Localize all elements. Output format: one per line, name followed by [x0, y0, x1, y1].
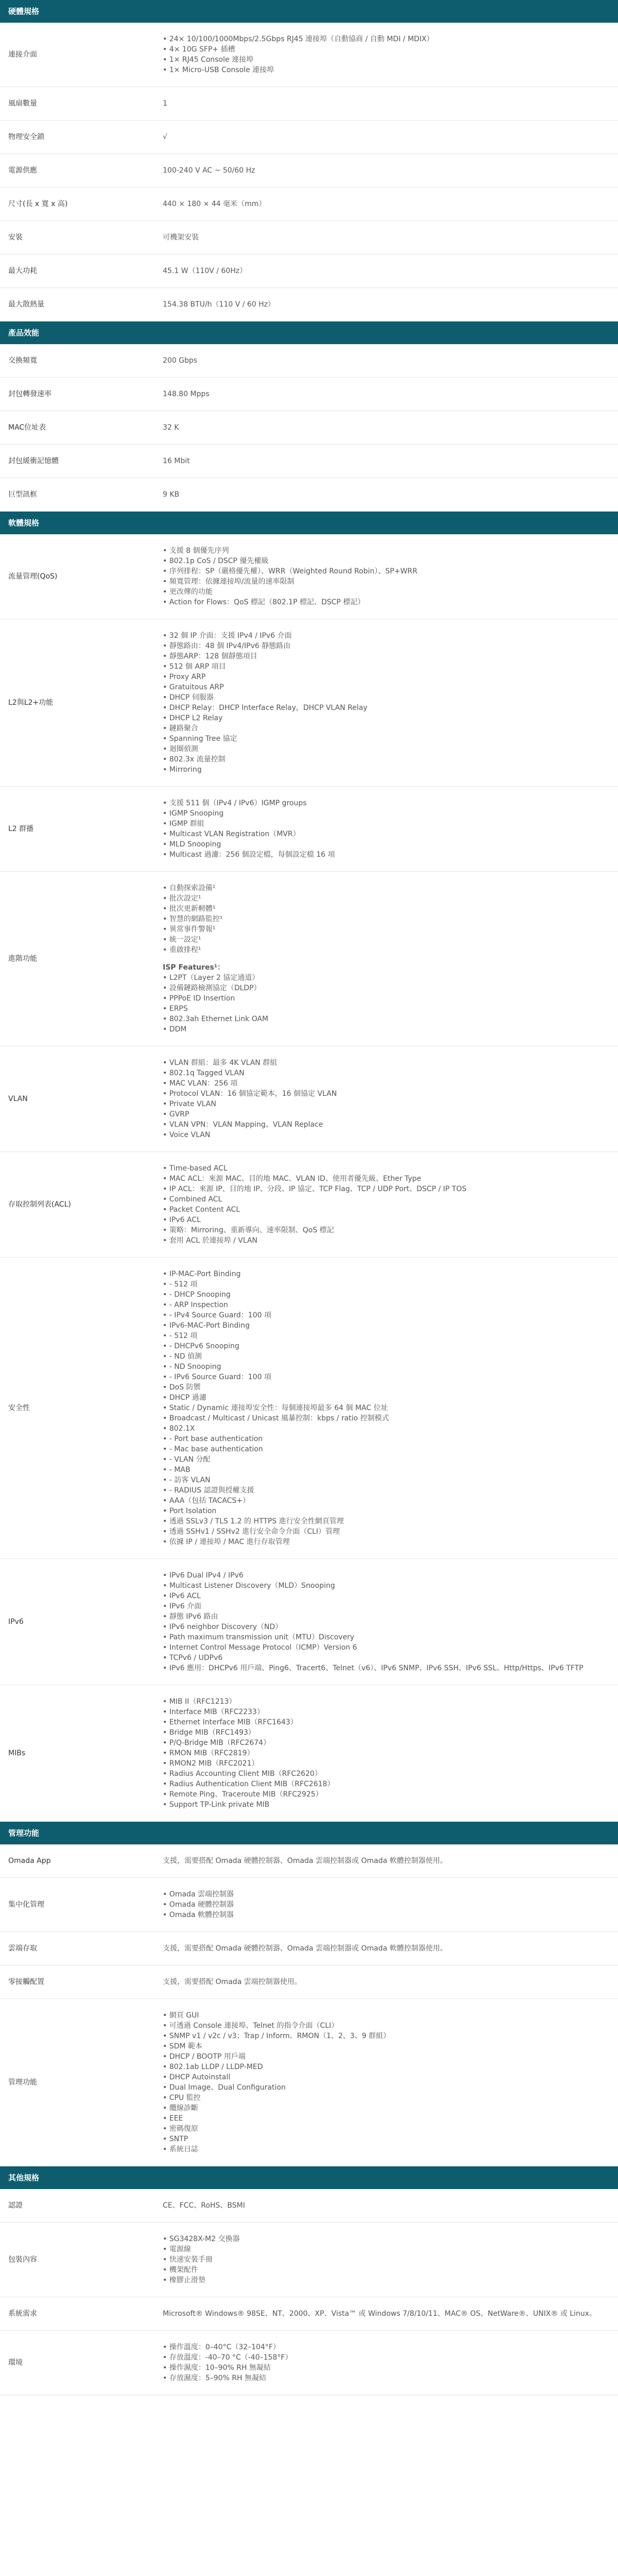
spec-value-item: • 機架配件 — [163, 2265, 610, 2275]
spec-row — [0, 787, 618, 872]
spec-value-item: • Interface MIB（RFC2233） — [163, 1707, 610, 1717]
spec-row — [0, 872, 618, 1046]
spec-value-item: • Time-based ACL — [163, 1163, 610, 1174]
spec-value-text: 9 KB — [163, 490, 180, 499]
spec-value-item: • IGMP Snooping — [163, 808, 610, 819]
spec-subtitle: ISP Features¹： — [163, 963, 225, 972]
spec-value-item: • IPv6 介面 — [163, 1601, 610, 1612]
spec-key: 風扇數量 — [0, 87, 154, 121]
spec-row — [0, 478, 618, 512]
spec-value-item: • Port Isolation — [163, 1506, 610, 1516]
spec-sub-item: • L2PT（Layer 2 協定通道） — [163, 973, 610, 983]
spec-value-item: • Packet Content ACL — [163, 1205, 610, 1215]
spec-value — [154, 2331, 618, 2395]
spec-value-item: • VLAN VPN：VLAN Mapping、VLAN Replace — [163, 1120, 610, 1130]
spec-value-item: • DHCP Relay：DHCP Interface Relay，DHCP VLAN Relay — [163, 703, 610, 713]
spec-value-item: • 802.3x 流量控制 — [163, 754, 610, 765]
spec-value-item: • IGMP 群組 — [163, 819, 610, 829]
spec-value — [154, 1999, 618, 2166]
spec-row — [0, 1685, 618, 1822]
spec-sub-item: • 802.3ah Ethernet Link OAM — [163, 1014, 610, 1024]
spec-value-item: • 電源線 — [163, 2244, 610, 2255]
spec-value — [154, 1844, 618, 1878]
spec-value-item: • - DHCPv6 Snooping — [163, 1341, 610, 1351]
spec-row — [0, 188, 618, 221]
spec-key: 環境 — [0, 2331, 154, 2395]
spec-value — [154, 1685, 618, 1822]
section-title: 產品效能 — [0, 321, 618, 344]
spec-value-item: • - 訪客 VLAN — [163, 1475, 610, 1485]
spec-value-item: • MIB II（RFC1213） — [163, 1697, 610, 1707]
spec-value — [154, 619, 618, 787]
spec-value-text: √ — [163, 133, 167, 141]
spec-value-item: • 套用 ACL 於連接埠 / VLAN — [163, 1235, 610, 1246]
spec-row — [0, 2223, 618, 2297]
spec-value-list — [163, 1058, 610, 1140]
spec-value-list — [163, 1889, 610, 1920]
spec-row — [0, 2331, 618, 2395]
spec-value-list — [163, 546, 610, 607]
spec-value-item: • 802.1q Tagged VLAN — [163, 1068, 610, 1078]
spec-key: 流量管理(QoS) — [0, 534, 154, 619]
section-title: 其他規格 — [0, 2166, 618, 2189]
spec-value-item: • - RADIUS 認證與授權支援 — [163, 1485, 610, 1496]
spec-value — [154, 188, 618, 221]
spec-value-item: • SNTP — [163, 2134, 610, 2144]
spec-row — [0, 619, 618, 787]
spec-value-item: • IP ACL：來源 IP、目的地 IP、分段、IP 協定、TCP Flag、TCP / UDP Port、DSCP / IP TOS — [163, 1184, 610, 1194]
spec-value — [154, 1258, 618, 1559]
spec-value — [154, 344, 618, 378]
spec-value-item: • DoS 防禦 — [163, 1382, 610, 1393]
spec-key: 包裝內容 — [0, 2223, 154, 2297]
spec-value-item: • 1× Micro-USB Console 連接埠 — [163, 65, 610, 75]
spec-value-item: • Path maximum transmission unit（MTU）Discovery — [163, 1632, 610, 1642]
spec-value-item: • GVRP — [163, 1109, 610, 1120]
spec-key: 交換頻寬 — [0, 344, 154, 378]
spec-value — [154, 1932, 618, 1965]
spec-key: 進階功能 — [0, 872, 154, 1046]
spec-section — [0, 2166, 618, 2395]
spec-key: L2與L2+功能 — [0, 619, 154, 787]
spec-value-item: • 支援 511 個（IPv4 / IPv6）IGMP groups — [163, 798, 610, 808]
spec-value-item: • 迴圈偵測 — [163, 744, 610, 754]
spec-key: VLAN — [0, 1046, 154, 1152]
spec-value-item: • 32 個 IP 介面：支援 IPv4 / IPv6 介面 — [163, 631, 610, 641]
spec-value — [154, 478, 618, 512]
spec-value-item: • Omada 硬體控制器 — [163, 1900, 610, 1910]
spec-value-list — [163, 2342, 610, 2383]
spec-value-item: • AAA（包括 TACACS+） — [163, 1496, 610, 1506]
spec-value-text: 1 — [163, 99, 167, 108]
spec-value-item: • Static / Dynamic 連接埠安全性：每個連接埠最多 64 個 MAC 位址 — [163, 1403, 610, 1413]
spec-value-list — [163, 631, 610, 775]
spec-value-item: • 網頁 GUI — [163, 2010, 610, 2021]
spec-value-item: • 序列排程：SP（嚴格優先權）、WRR（Weighted Round Robin）、SP+WRR — [163, 566, 610, 577]
spec-value-item: • - ARP Inspection — [163, 1300, 610, 1310]
spec-value — [154, 23, 618, 87]
spec-value-item: • 透過 SSHv1 / SSHv2 進行安全命令介面（CLI）管理 — [163, 1527, 610, 1537]
spec-row — [0, 378, 618, 411]
spec-row — [0, 1559, 618, 1685]
spec-value-item: • Private VLAN — [163, 1099, 610, 1109]
spec-value-item: • - DHCP Snooping — [163, 1290, 610, 1300]
spec-value-item: • Ethernet Interface MIB（RFC1643） — [163, 1717, 610, 1727]
spec-value — [154, 411, 618, 445]
spec-value — [154, 1965, 618, 1999]
spec-value-item: • RMON2 MIB（RFC2021） — [163, 1758, 610, 1769]
spec-row — [0, 344, 618, 378]
spec-key: L2 群播 — [0, 787, 154, 872]
spec-value-item: • 靜態路由：48 個 IPv4/IPv6 靜態路由 — [163, 641, 610, 651]
spec-row — [0, 221, 618, 255]
spec-value-item: • 透過 SSLv3 / TLS 1.2 的 HTTPS 進行安全性網頁管理 — [163, 1516, 610, 1527]
spec-value-item: • MAC ACL：來源 MAC、目的地 MAC、VLAN ID、使用者優先級、Ether Type — [163, 1174, 610, 1184]
spec-table — [0, 344, 618, 512]
spec-value — [154, 154, 618, 188]
spec-value-text: 100-240 V AC ~ 50/60 Hz — [163, 166, 255, 175]
section-title: 軟體規格 — [0, 512, 618, 534]
spec-value-item: • 自動探索設備¹ — [163, 883, 610, 893]
spec-value-text: 16 Mbit — [163, 457, 190, 465]
spec-value-item: • 靜態ARP：128 個靜態項目 — [163, 651, 610, 662]
spec-value-item: • DHCP 過濾 — [163, 1393, 610, 1403]
spec-row — [0, 23, 618, 87]
spec-table — [0, 534, 618, 1822]
spec-row — [0, 1152, 618, 1258]
spec-value — [154, 378, 618, 411]
spec-value-item: • Multicast 過濾：256 個設定檔，每個設定檔 16 項 — [163, 850, 610, 860]
spec-value-item: • - IPv6 Source Guard：100 項 — [163, 1372, 610, 1382]
spec-value-item: • 鏈路聚合 — [163, 723, 610, 734]
spec-value-item: • - Mac base authentication — [163, 1444, 610, 1454]
spec-value-item: • 批次更新軔體¹ — [163, 904, 610, 914]
spec-row — [0, 1046, 618, 1152]
spec-key: 最大散熱量 — [0, 288, 154, 321]
spec-value-list — [163, 1697, 610, 1810]
spec-table — [0, 1844, 618, 2166]
spec-value-item: • Multicast Listener Discovery（MLD）Snooping — [163, 1581, 610, 1591]
spec-key: MAC位址表 — [0, 411, 154, 445]
spec-value-item: • 存放溫度：-40–70 °C（-40–158°F） — [163, 2352, 610, 2363]
spec-value-text: 440 × 180 × 44 毫米（mm） — [163, 200, 266, 208]
spec-value-item: • Omada 軟體控制器 — [163, 1910, 610, 1920]
spec-value-item: • 802.1p CoS / DSCP 優先權級 — [163, 556, 610, 566]
spec-value-item: • SDM 範本 — [163, 2041, 610, 2052]
spec-value-item: • TCPv6 / UDPv6 — [163, 1653, 610, 1663]
spec-value — [154, 2189, 618, 2223]
spec-value-item: • VLAN 群組：最多 4K VLAN 群組 — [163, 1058, 610, 1068]
spec-value-item: • 統一設定¹ — [163, 935, 610, 945]
spec-key: 尺寸(長 x 寬 x 高) — [0, 188, 154, 221]
spec-row — [0, 154, 618, 188]
spec-value-item: • IPv6 ACL — [163, 1591, 610, 1601]
spec-value-item: • Multicast VLAN Registration（MVR） — [163, 829, 610, 839]
spec-value-item: • CPU 監控 — [163, 2093, 610, 2103]
spec-row — [0, 255, 618, 288]
spec-value-text: 32 K — [163, 423, 179, 432]
spec-value-list — [163, 2234, 610, 2285]
spec-key: IPv6 — [0, 1559, 154, 1685]
spec-value-item: • 系統日誌 — [163, 2144, 610, 2155]
spec-value-item: • 4× 10G SFP+ 插槽 — [163, 44, 610, 55]
spec-row — [0, 445, 618, 478]
spec-value — [154, 2223, 618, 2297]
spec-value-item: • 依據 IP / 連接埠 / MAC 進行存取管理 — [163, 1537, 610, 1547]
spec-row — [0, 1844, 618, 1878]
spec-value-item: • 存放濕度：5–90% RH 無凝結 — [163, 2373, 610, 2383]
spec-value-list — [163, 1163, 610, 1246]
spec-value-item: • Mirroring — [163, 765, 610, 775]
spec-value-item: • IPv6 應用：DHCPv6 用戶端、Ping6、Tracert6、Telnet（v6）、IPv6 SNMP、IPv6 SSH、IPv6 SSL、Http/Https、IPv6 TFTP — [163, 1663, 610, 1673]
spec-value-list — [163, 798, 610, 860]
spec-row — [0, 121, 618, 154]
spec-key: 封包轉發速率 — [0, 378, 154, 411]
spec-sub-item: • PPPoE ID Insertion — [163, 993, 610, 1004]
spec-value-item: • P/Q-Bridge MIB（RFC2674） — [163, 1738, 610, 1748]
spec-value-item: • DHCP / BOOTP 用戶端 — [163, 2052, 610, 2062]
spec-row — [0, 2189, 618, 2223]
spec-value — [154, 1878, 618, 1932]
spec-key: MIBs — [0, 1685, 154, 1822]
spec-value-item: • IP-MAC-Port Binding — [163, 1269, 610, 1279]
spec-value — [154, 221, 618, 255]
spec-value-item: • 可透過 Console 連接埠、Telnet 的指令介面（CLI） — [163, 2021, 610, 2031]
spec-value-item: • 802.1ab LLDP / LLDP-MED — [163, 2062, 610, 2072]
spec-section — [0, 0, 618, 321]
spec-value-item: • 密碼復原 — [163, 2124, 610, 2134]
spec-value — [154, 2297, 618, 2331]
spec-value-item: • - IPv4 Source Guard：100 項 — [163, 1310, 610, 1320]
spec-value-item: • Gratuitous ARP — [163, 682, 610, 692]
spec-row — [0, 87, 618, 121]
spec-value-item: • MLD Snooping — [163, 839, 610, 850]
spec-table — [0, 23, 618, 321]
spec-value-item: • 802.1X — [163, 1423, 610, 1434]
spec-row — [0, 411, 618, 445]
spec-key: 巨型訊框 — [0, 478, 154, 512]
spec-key: 集中化管理 — [0, 1878, 154, 1932]
spec-key: 雲端存取 — [0, 1932, 154, 1965]
spec-value-item: • Support TP-Link private MIB — [163, 1800, 610, 1810]
spec-value — [154, 1152, 618, 1258]
spec-value-item: • 操作濕度：10–90% RH 無凝結 — [163, 2363, 610, 2373]
spec-value-item: • IPv6 ACL — [163, 1215, 610, 1225]
spec-value-item: • 重啟排程¹ — [163, 945, 610, 955]
spec-key: 最大功耗 — [0, 255, 154, 288]
spec-value-text: 45.1 W（110V / 60Hz） — [163, 267, 247, 275]
spec-row — [0, 1932, 618, 1965]
spec-value-list — [163, 2010, 610, 2155]
spec-value-item: • SNMP v1 / v2c / v3；Trap / Inform、RMON（1、2、3、9 群組） — [163, 2031, 610, 2041]
spec-value-item: • 異常事件警報¹ — [163, 924, 610, 935]
spec-key: 電源供應 — [0, 154, 154, 188]
spec-value-item: • Internet Control Message Protocol（ICMP）Version 6 — [163, 1642, 610, 1653]
spec-value-item: • 靜態 IPv6 路由 — [163, 1612, 610, 1622]
spec-value-item: • Radius Accounting Client MIB（RFC2620） — [163, 1769, 610, 1779]
spec-key: 連接介面 — [0, 23, 154, 87]
spec-value-item: • Combined ACL — [163, 1194, 610, 1205]
spec-key: 存取控制列表(ACL) — [0, 1152, 154, 1258]
spec-value-item: • - VLAN 分配 — [163, 1454, 610, 1465]
spec-value-item: • Remote Ping、Traceroute MIB（RFC2925） — [163, 1789, 610, 1800]
spec-value-item: • - 512 項 — [163, 1279, 610, 1290]
spec-value-item: • 更改傳的功能 — [163, 587, 610, 597]
spec-value-item: • 24× 10/100/1000Mbps/2.5Gbps RJ45 連接埠（自動協商 / 自動 MDI / MDIX） — [163, 34, 610, 44]
spec-value-list — [163, 1269, 610, 1547]
spec-value-item: • MAC VLAN：256 項 — [163, 1078, 610, 1089]
spec-value — [154, 787, 618, 872]
spec-value-item: • 操作溫度：0–40°C（32–104°F） — [163, 2342, 610, 2352]
spec-value — [154, 87, 618, 121]
spec-key: 認證 — [0, 2189, 154, 2223]
spec-value-item: • 512 個 ARP 項目 — [163, 662, 610, 672]
spec-value-item: • 快速安裝手冊 — [163, 2255, 610, 2265]
spec-row — [0, 1878, 618, 1932]
spec-section — [0, 512, 618, 1822]
spec-value-item: • Bridge MIB（RFC1493） — [163, 1727, 610, 1738]
spec-row — [0, 1999, 618, 2166]
spec-sub-item: • 設備鏈路檢測協定（DLDP） — [163, 983, 610, 993]
section-title: 硬體規格 — [0, 0, 618, 23]
spec-value-item: • DHCP 伺服器 — [163, 692, 610, 703]
spec-value-item: • - ND Snooping — [163, 1362, 610, 1372]
spec-key: 安裝 — [0, 221, 154, 255]
spec-section — [0, 321, 618, 512]
spec-key: 零接觸配置 — [0, 1965, 154, 1999]
spec-value-item: • IPv6 Dual IPv4 / IPv6 — [163, 1570, 610, 1581]
spec-value-text: 148.80 Mpps — [163, 390, 210, 398]
spec-sub-list — [163, 973, 610, 1035]
spec-sub-item: • ERPS — [163, 1004, 610, 1014]
spec-value-text: Microsoft® Windows® 98SE、NT、2000、XP、Vista™ 或 Windows 7/8/10/11、MAC® OS、NetWare®、UNIX® 或 Linux。 — [163, 2310, 597, 2318]
spec-value-item: • IPv6 neighbor Discovery（ND） — [163, 1622, 610, 1632]
spec-row — [0, 1965, 618, 1999]
spec-value-text: 可機架安裝 — [163, 233, 199, 242]
spec-value-item: • 策略：Mirroring、重新導向、速率限制、QoS 標記 — [163, 1225, 610, 1235]
spec-value-list — [163, 1570, 610, 1673]
spec-value-item: • DHCP L2 Relay — [163, 713, 610, 723]
spec-row — [0, 534, 618, 619]
spec-value — [154, 288, 618, 321]
spec-value-item: • - MAB — [163, 1465, 610, 1475]
spec-row — [0, 2297, 618, 2331]
spec-key: Omada App — [0, 1844, 154, 1878]
spec-key: 物理安全鎖 — [0, 121, 154, 154]
spec-sub-item: • DDM — [163, 1024, 610, 1035]
spec-value — [154, 1559, 618, 1685]
spec-value-list — [163, 34, 610, 75]
spec-value-item: • Proxy ARP — [163, 672, 610, 682]
spec-value-item: • Voice VLAN — [163, 1130, 610, 1140]
spec-value-text: 支援，需要搭配 Omada 硬體控制器、Omada 雲端控制器或 Omada 軟體控制器使用。 — [163, 1944, 448, 1953]
spec-value-item: • 支援 8 個優先序列 — [163, 546, 610, 556]
spec-value-item: • 橡膠止滑墊 — [163, 2275, 610, 2285]
spec-value-item: • 1× RJ45 Console 連接埠 — [163, 55, 610, 65]
spec-value — [154, 121, 618, 154]
spec-value-text: 154.38 BTU/h（110 V / 60 Hz） — [163, 300, 275, 309]
spec-value-item: • Radius Authentication Client MIB（RFC2618） — [163, 1779, 610, 1789]
spec-value-text: 支援，需要搭配 Omada 雲端控制器使用。 — [163, 1978, 302, 1986]
spec-value-item: • 纜線診斷 — [163, 2103, 610, 2113]
spec-value-text: 200 Gbps — [163, 357, 198, 365]
spec-value-item: • Dual Image、Dual Configuration — [163, 2082, 610, 2093]
spec-value — [154, 1046, 618, 1152]
section-title: 管理功能 — [0, 1822, 618, 1844]
spec-section — [0, 1822, 618, 2166]
spec-value-item: • EEE — [163, 2113, 610, 2124]
spec-row — [0, 1258, 618, 1559]
spec-key: 管理功能 — [0, 1999, 154, 2166]
spec-key: 系統需求 — [0, 2297, 154, 2331]
spec-value-item: • - ND 偵測 — [163, 1351, 610, 1362]
spec-value-item: • Omada 雲端控制器 — [163, 1889, 610, 1900]
spec-value-item: • Broadcast / Multicast / Unicast 風暴控制：kbps / ratio 控制模式 — [163, 1413, 610, 1423]
spec-value — [154, 534, 618, 619]
spec-value-list — [163, 883, 610, 955]
spec-value-item: • 批次設定¹ — [163, 893, 610, 904]
spec-value-item: • DHCP Autoinstall — [163, 2072, 610, 2082]
spec-value-item: • IPv6-MAC-Port Binding — [163, 1320, 610, 1331]
spec-value-item: • - 512 項 — [163, 1331, 610, 1341]
spec-value-item: • Action for Flows：QoS 標記（802.1P 標記、DSCP 標記） — [163, 597, 610, 607]
spec-value-text: 支援，需要搭配 Omada 硬體控制器、Omada 雲端控制器或 Omada 軟體控制器使用。 — [163, 1857, 448, 1865]
spec-value — [154, 445, 618, 478]
spec-table — [0, 2189, 618, 2395]
spec-value-item: • Protocol VLAN：16 個協定範本，16 個協定 VLAN — [163, 1089, 610, 1099]
spec-value-item: • 頻寬管理：依據連接埠/流量的速率限制 — [163, 577, 610, 587]
spec-value-text: CE、FCC、RoHS、BSMI — [163, 2201, 245, 2210]
spec-row — [0, 288, 618, 321]
spec-value-item: • Spanning Tree 協定 — [163, 734, 610, 744]
spec-value — [154, 255, 618, 288]
spec-value-item: • 智慧的網路監控¹ — [163, 914, 610, 924]
spec-key: 封包緩衝記憶體 — [0, 445, 154, 478]
spec-value-item: • RMON MIB（RFC2819） — [163, 1748, 610, 1758]
spec-value — [154, 872, 618, 1046]
spec-value-item: • SG3428X-M2 交換器 — [163, 2234, 610, 2244]
spec-value-item: • - Port base authentication — [163, 1434, 610, 1444]
spec-key: 安全性 — [0, 1258, 154, 1559]
